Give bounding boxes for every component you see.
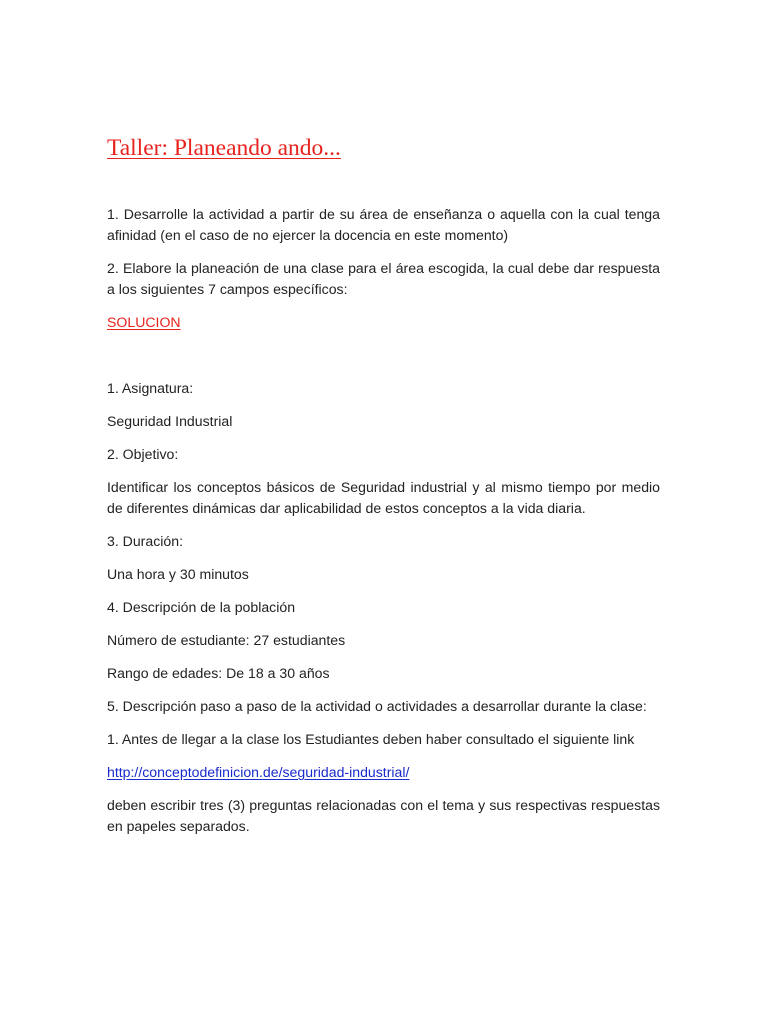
document-content	[107, 134, 660, 849]
step-1-followup: deben escribir tres (3) preguntas relacionadas con el tema y sus respectivas respuestas en papeles separados.	[107, 797, 660, 834]
document-title: Taller: Planeando ando...	[107, 135, 341, 161]
population-label: 4. Descripción de la población	[107, 599, 296, 615]
instruction-1: 1. Desarrolle la actividad a partir de su área de enseñanza o aquella con la cual tenga afinidad (en el caso de no ejercer la docencia en este momento)	[107, 206, 660, 243]
duration-value: Una hora y 30 minutos	[107, 566, 249, 582]
duration-label: 3. Duración:	[107, 533, 183, 549]
concepto-definicion-link[interactable]: http://conceptodefinicion.de/seguridad-industrial/	[107, 764, 410, 780]
solucion-link[interactable]: SOLUCION	[107, 314, 181, 330]
objective-label: 2. Objetivo:	[107, 446, 179, 462]
students-count: Número de estudiante: 27 estudiantes	[107, 632, 346, 648]
step-1-link-paragraph	[107, 762, 660, 783]
subject-value: Seguridad Industrial	[107, 413, 233, 429]
subject-label: 1. Asignatura:	[107, 380, 194, 396]
age-range: Rango de edades: De 18 a 30 años	[107, 665, 330, 681]
step-1: 1. Antes de llegar a la clase los Estudiantes deben haber consultado el siguiente link	[107, 731, 635, 747]
steps-label: 5. Descripción paso a paso de la actividad o actividades a desarrollar durante la clase:	[107, 698, 647, 714]
instruction-2: 2. Elabore la planeación de una clase para el área escogida, la cual debe dar respuesta a los siguientes 7 campos específicos:	[107, 260, 660, 297]
objective-value: Identificar los conceptos básicos de Seguridad industrial y al mismo tiempo por medio de diferentes dinámicas dar aplicabilidad de estos conceptos a la vida diaria.	[107, 479, 660, 516]
